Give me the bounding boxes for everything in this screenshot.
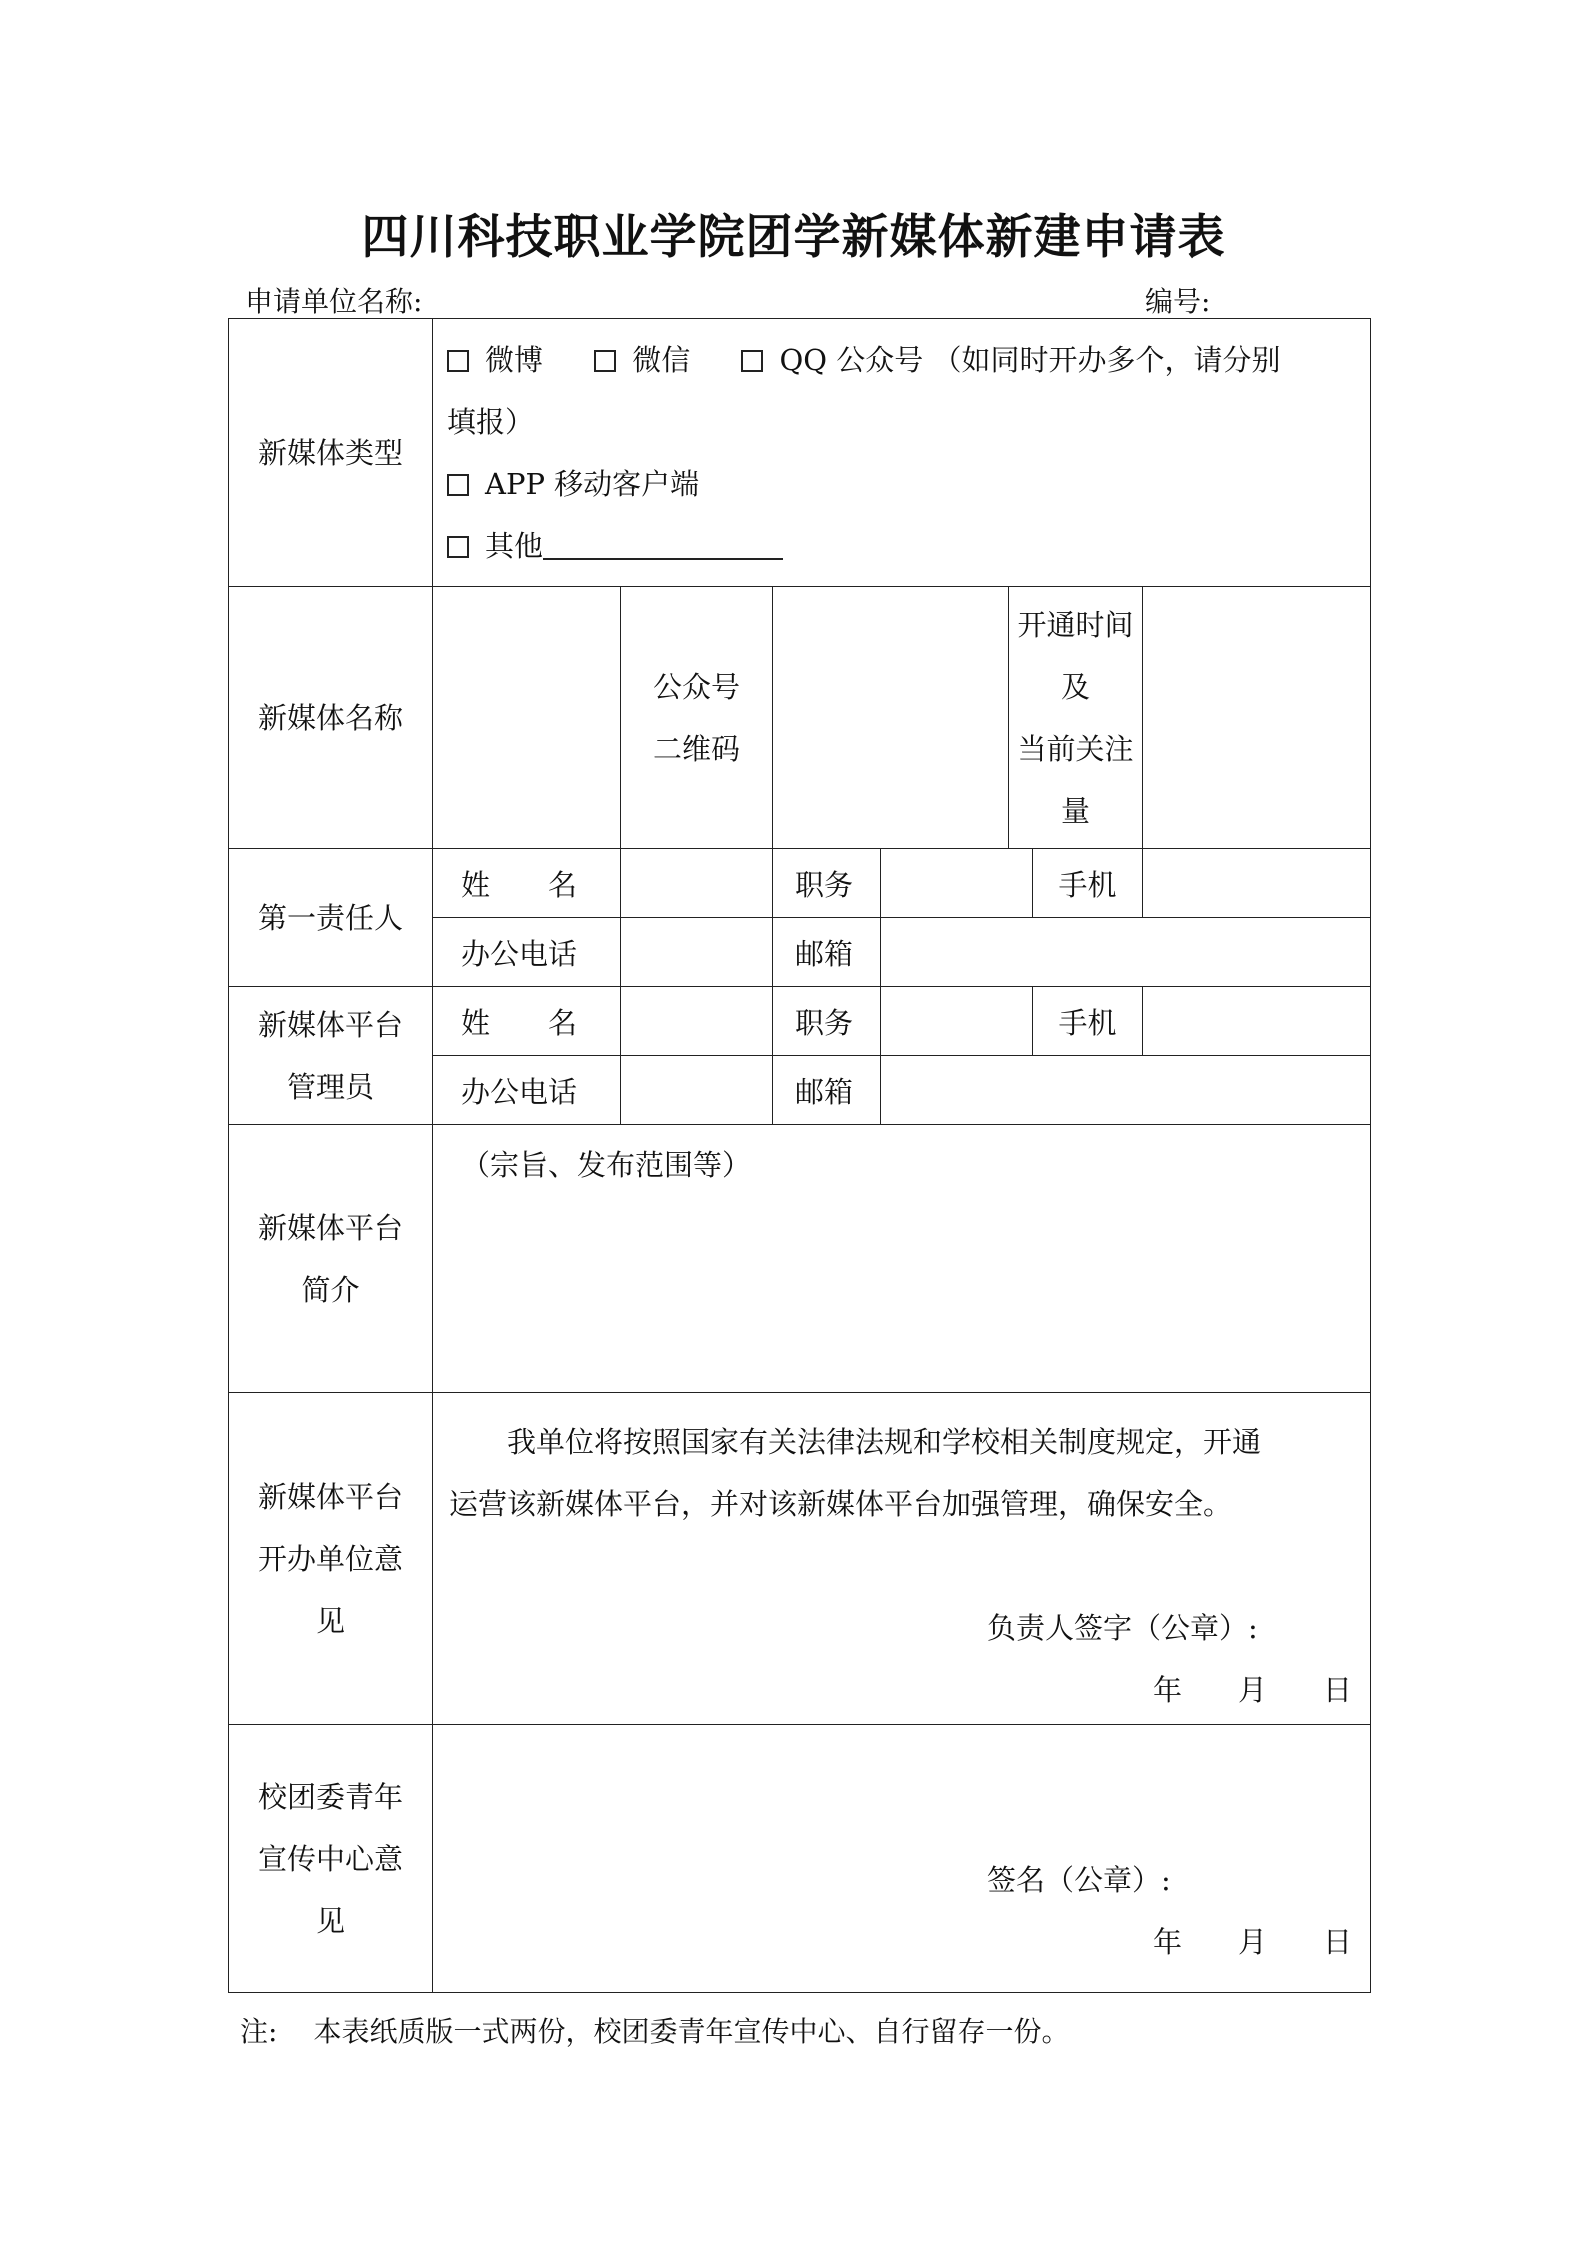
unit-opinion-label-line2: 开办单位意 <box>257 1541 403 1576</box>
media-type-options <box>433 319 1371 587</box>
qq-note: （如同时开办多个，请分别 <box>932 342 1281 377</box>
month-label: 月 <box>1238 1673 1268 1707</box>
league-opinion-label-line1: 校团委青年 <box>257 1779 403 1814</box>
app-label: APP 移动客户端 <box>485 466 700 501</box>
league-opinion-label-line2: 宣传中心意 <box>257 1841 403 1876</box>
league-opinion-label-line3: 见 <box>315 1903 345 1938</box>
admin-name-input[interactable] <box>621 987 773 1056</box>
unit-opinion-label-line3: 见 <box>315 1603 345 1638</box>
admin-label <box>229 987 433 1125</box>
admin-mobile-label: 手机 <box>1033 987 1143 1056</box>
open-time-label <box>1009 587 1143 849</box>
admin-email-label: 邮箱 <box>773 1056 881 1125</box>
first-person-mobile-input[interactable] <box>1143 849 1371 918</box>
admin-label-line1: 新媒体平台 <box>257 1007 403 1042</box>
unit-opinion-text-2: 运营该新媒体平台，并对该新媒体平台加强管理，确保安全。 <box>449 1487 1233 1521</box>
footnote <box>240 2010 1069 2050</box>
first-person-email-label: 邮箱 <box>773 918 881 987</box>
media-name-row <box>229 587 1371 849</box>
media-name-input[interactable] <box>433 587 621 849</box>
unit-opinion-row <box>229 1393 1371 1725</box>
unit-opinion-content[interactable] <box>433 1393 1371 1725</box>
open-label-line1: 开通时间及 <box>1017 607 1134 704</box>
qr-code-input[interactable] <box>773 587 1009 849</box>
unit-opinion-label <box>229 1393 433 1725</box>
other-checkbox[interactable] <box>447 536 469 558</box>
admin-position-input[interactable] <box>881 987 1033 1056</box>
media-name-label: 新媒体名称 <box>229 587 433 849</box>
qq-note-cont: 填报） <box>447 404 535 439</box>
league-opinion-date <box>449 1911 1352 1973</box>
first-person-office-phone-input[interactable] <box>621 918 773 987</box>
open-label-line2: 当前关注量 <box>1017 731 1134 828</box>
page-title: 四川科技职业学院团学新媒体新建申请表 <box>361 210 1226 265</box>
unit-opinion-text-1: 我单位将按照国家有关法律法规和学校相关制度规定，开通 <box>507 1425 1262 1459</box>
app-checkbox[interactable] <box>447 474 469 496</box>
form-number-label: 编号: <box>1145 285 1211 318</box>
admin-position-label: 职务 <box>773 987 881 1056</box>
applicant-unit-label: 申请单位名称: <box>245 285 423 318</box>
other-input[interactable] <box>543 528 783 560</box>
admin-label-line2: 管理员 <box>286 1069 374 1104</box>
weixin-checkbox[interactable] <box>594 350 616 372</box>
month-label: 月 <box>1238 1925 1268 1959</box>
name-char-1: 姓 <box>461 1005 491 1040</box>
media-type-row <box>229 319 1371 587</box>
qr-code-label <box>621 587 773 849</box>
intro-row <box>229 1125 1371 1393</box>
league-opinion-row <box>229 1725 1371 1993</box>
first-person-label: 第一责任人 <box>229 849 433 987</box>
intro-label-line2: 简介 <box>301 1272 360 1307</box>
league-opinion-signature: 签名（公章）: <box>987 1863 1171 1897</box>
admin-row-1 <box>229 987 1371 1056</box>
league-opinion-label <box>229 1725 433 1993</box>
admin-email-input[interactable] <box>881 1056 1371 1125</box>
unit-opinion-date <box>449 1659 1352 1721</box>
name-char-1: 姓 <box>461 867 491 902</box>
intro-input[interactable] <box>433 1125 1371 1393</box>
unit-opinion-label-line1: 新媒体平台 <box>257 1479 403 1514</box>
open-time-input[interactable] <box>1143 587 1371 849</box>
weibo-checkbox[interactable] <box>447 350 469 372</box>
qq-label: QQ 公众号 <box>779 342 924 377</box>
year-label: 年 <box>1153 1925 1183 1959</box>
name-char-2: 名 <box>548 867 578 902</box>
day-label: 日 <box>1323 1673 1353 1707</box>
qq-checkbox[interactable] <box>741 350 763 372</box>
other-label: 其他 <box>485 528 544 563</box>
qr-label-line2: 二维码 <box>652 731 740 766</box>
name-char-2: 名 <box>548 1005 578 1040</box>
admin-office-phone-label: 办公电话 <box>433 1056 621 1125</box>
first-person-position-input[interactable] <box>881 849 1033 918</box>
admin-mobile-input[interactable] <box>1143 987 1371 1056</box>
first-person-row-1 <box>229 849 1371 918</box>
footnote-text: 本表纸质版一式两份，校团委青年宣传中心、自行留存一份。 <box>313 2015 1070 2048</box>
media-type-label: 新媒体类型 <box>229 319 433 587</box>
first-person-office-phone-label: 办公电话 <box>433 918 621 987</box>
footnote-label: 注: <box>240 2015 278 2048</box>
intro-label <box>229 1125 433 1393</box>
first-person-mobile-label: 手机 <box>1033 849 1143 918</box>
day-label: 日 <box>1323 1925 1353 1959</box>
weibo-label: 微博 <box>485 342 544 377</box>
qr-label-line1: 公众号 <box>652 669 740 704</box>
admin-name-label <box>433 987 621 1056</box>
league-opinion-content[interactable] <box>433 1725 1371 1993</box>
application-form-table <box>228 318 1371 1993</box>
first-person-name-input[interactable] <box>621 849 773 918</box>
intro-label-line1: 新媒体平台 <box>257 1210 403 1245</box>
first-person-position-label: 职务 <box>773 849 881 918</box>
year-label: 年 <box>1153 1673 1183 1707</box>
weixin-label: 微信 <box>632 342 691 377</box>
admin-office-phone-input[interactable] <box>621 1056 773 1125</box>
first-person-name-label <box>433 849 621 918</box>
intro-hint: （宗旨、发布范围等） <box>461 1148 752 1182</box>
unit-opinion-signature: 负责人签字（公章）: <box>987 1611 1258 1645</box>
first-person-email-input[interactable] <box>881 918 1371 987</box>
